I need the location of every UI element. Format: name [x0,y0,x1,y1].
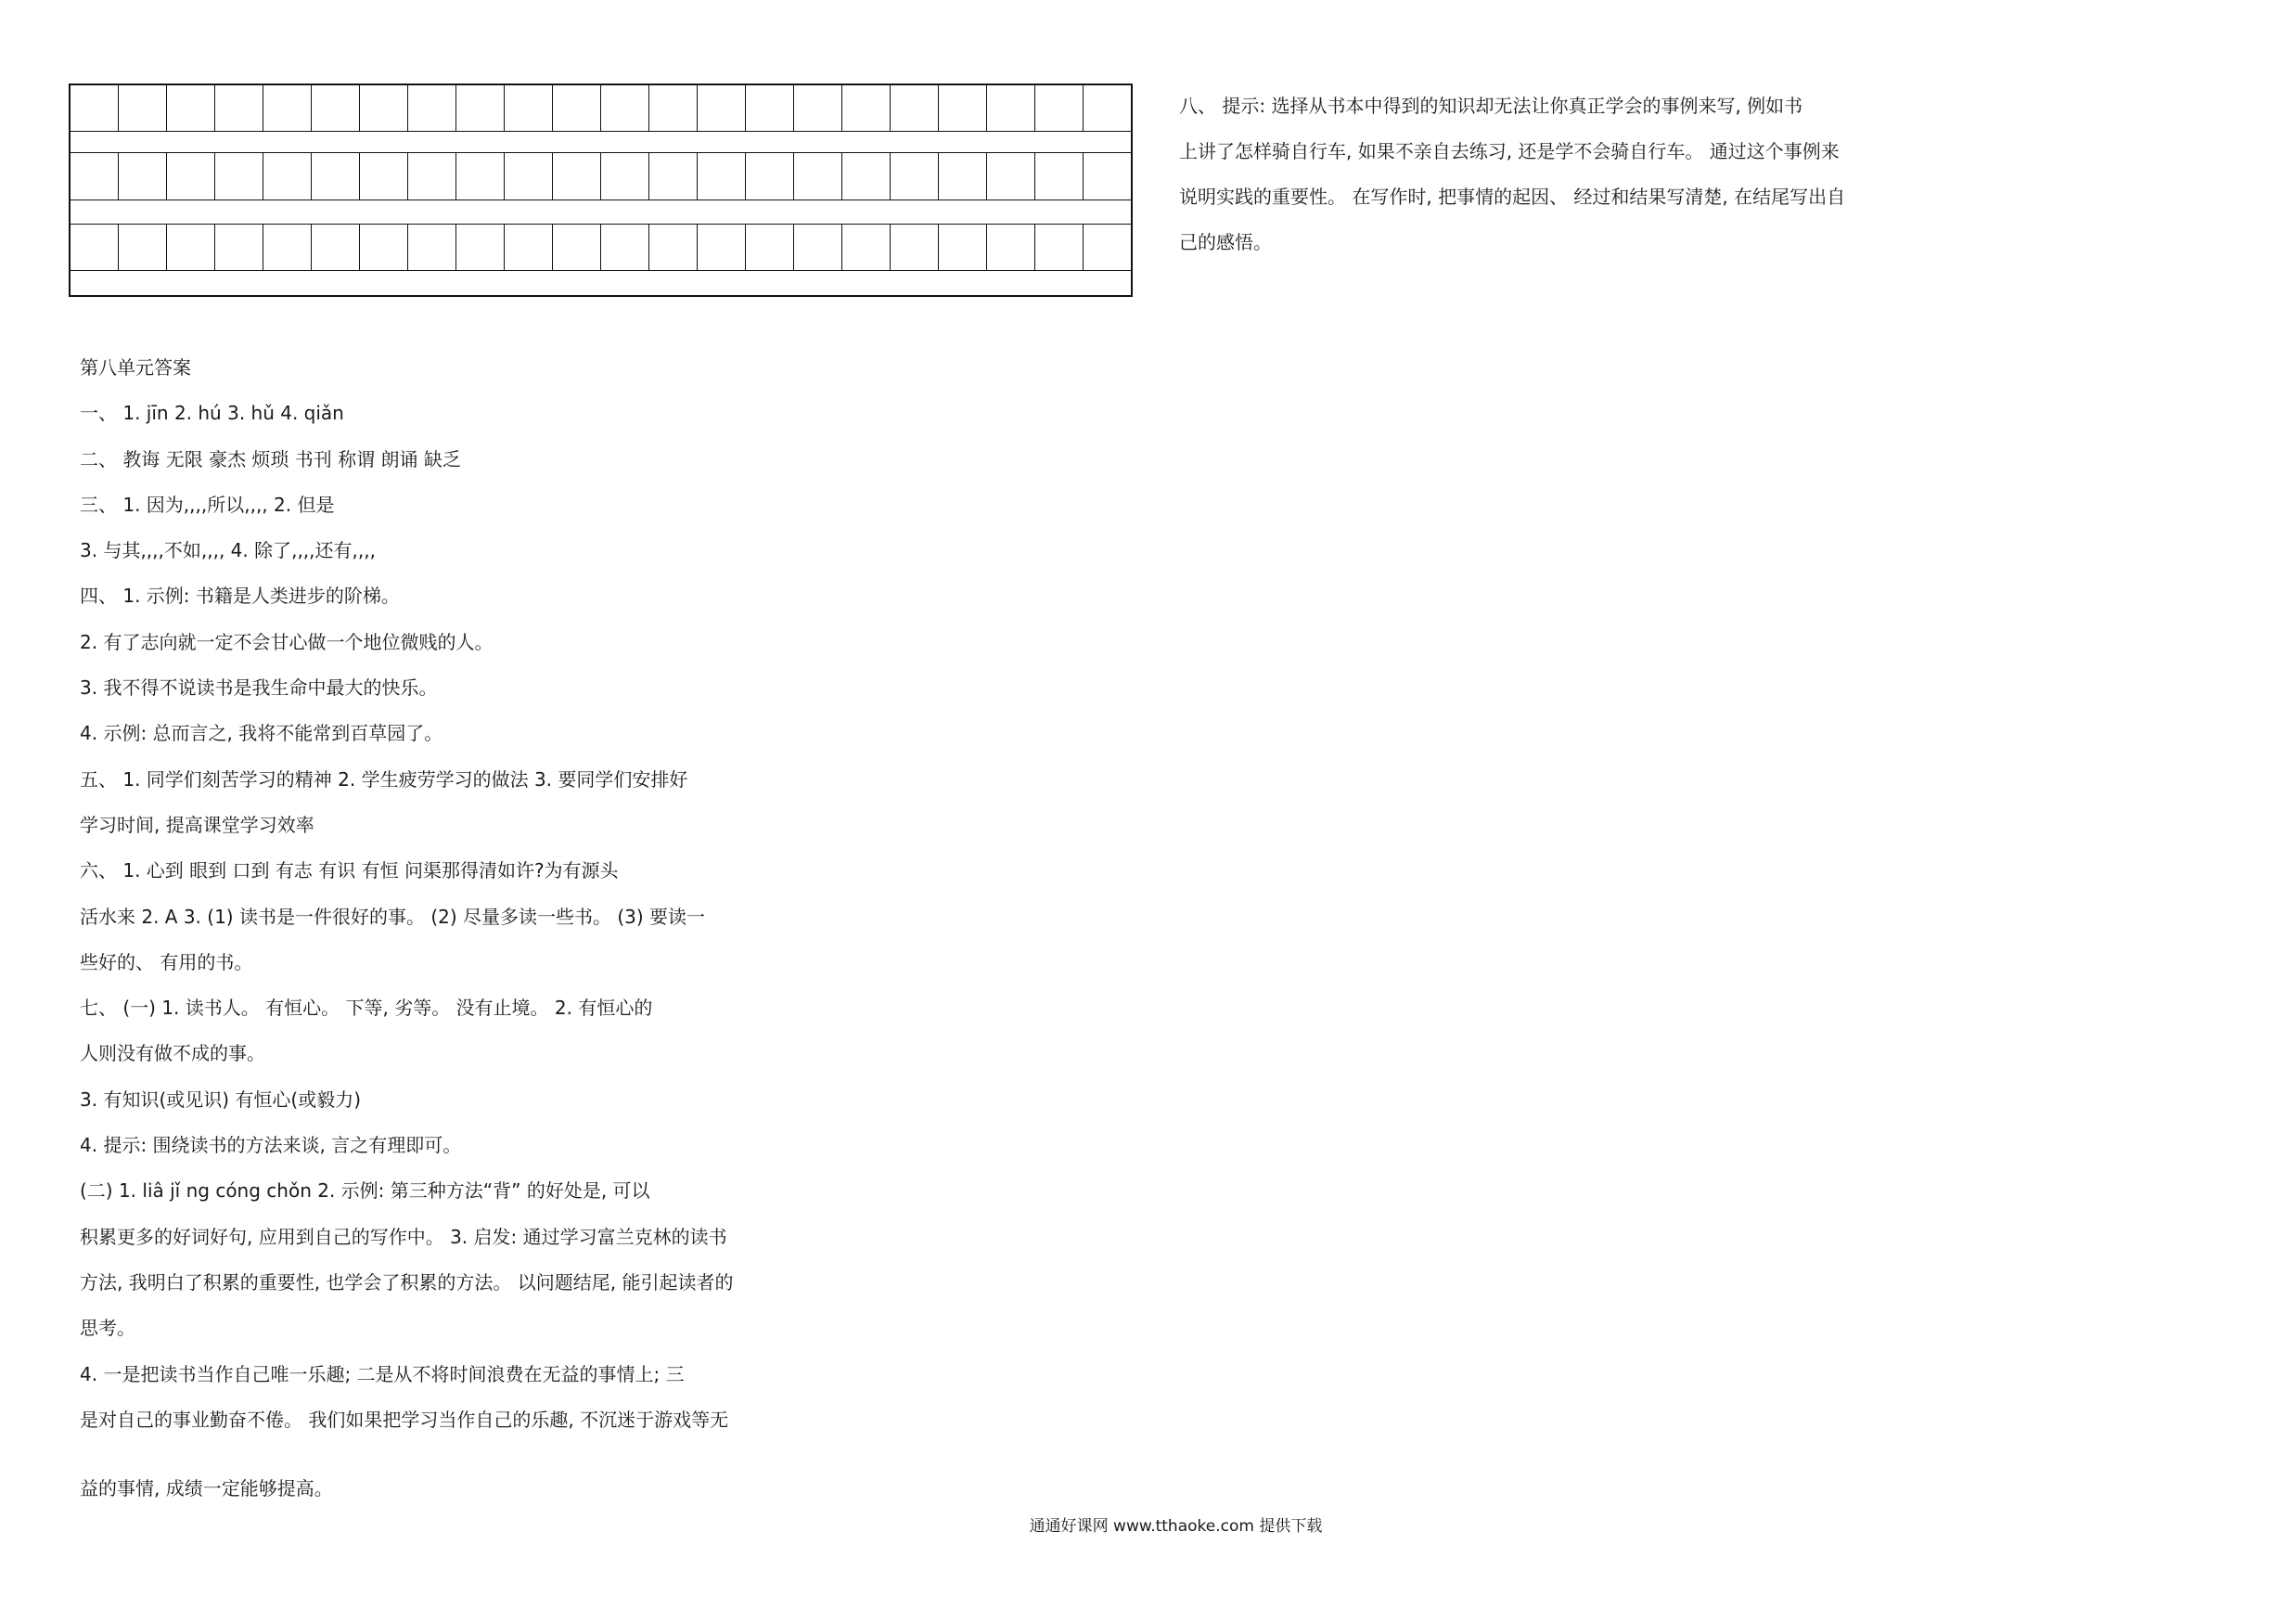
grid-cell [215,224,263,270]
grid-cell [505,152,553,200]
answer-line: 活水来 2. A 3. (1) 读书是一件很好的事。 (2) 尽量多读一些书。 (3) 要读一 [80,905,706,928]
grid-cell [842,152,891,200]
grid-cell [167,85,215,131]
grid-cell [698,224,746,270]
grid-cell [360,152,408,200]
grid-cell [891,152,939,200]
grid-cell [553,85,601,131]
answer-line: 4. 一是把读书当作自己唯一乐趣; 二是从不将时间浪费在无益的事情上; 三 [80,1362,685,1385]
grid-cell [987,224,1035,270]
grid-cell [649,224,698,270]
grid-divider [71,131,1131,132]
grid-cell [408,224,456,270]
grid-cell [312,224,360,270]
grid-cell [312,152,360,200]
grid-cell [215,152,263,200]
grid-cell [601,85,649,131]
grid-cell [987,85,1035,131]
grid-cell [167,224,215,270]
grid-cell [939,85,987,131]
answer-line: 方法, 我明白了积累的重要性, 也学会了积累的方法。 以问题结尾, 能引起读者的 [80,1270,734,1294]
answer-line: 3. 与其,,,,不如,,,, 4. 除了,,,,还有,,,, [80,539,376,562]
grid-cell [119,152,167,200]
grid-row-3 [71,224,1131,270]
answer-line: 些好的、 有用的书。 [80,950,253,973]
answer-line: 思考。 [80,1317,135,1340]
grid-cell [649,85,698,131]
grid-cell [360,224,408,270]
grid-cell [263,85,312,131]
grid-cell [1035,85,1084,131]
grid-cell [939,152,987,200]
hint-line: 说明实践的重要性。 在写作时, 把事情的起因、 经过和结果写清楚, 在结尾写出自 [1179,186,1846,208]
grid-row-2 [71,152,1131,200]
grid-cell [601,152,649,200]
grid-cell [601,224,649,270]
grid-cell [71,152,119,200]
grid-cell [312,85,360,131]
grid-cell [505,85,553,131]
grid-cell [408,152,456,200]
grid-cell [939,224,987,270]
answer-line: 三、 1. 因为,,,,所以,,,, 2. 但是 [80,493,335,516]
grid-cell [456,85,505,131]
grid-cell [360,85,408,131]
answer-line: 2. 有了志向就一定不会甘心做一个地位微贱的人。 [80,630,494,653]
grid-cell [167,152,215,200]
answer-line: 一、 1. jīn 2. hú 3. hǔ 4. qiǎn [80,402,344,425]
writing-grid [69,84,1133,297]
answer-line: 四、 1. 示例: 书籍是人类进步的阶梯。 [80,585,400,608]
section-eight-hint [1179,84,1940,265]
grid-row-1 [71,85,1131,131]
answer-line: 七、 (一) 1. 读书人。 有恒心。 下等, 劣等。 没有止境。 2. 有恒心的 [80,997,653,1020]
grid-divider [71,270,1131,271]
hint-line: 八、 提示: 选择从书本中得到的知识却无法让你真正学会的事例来写, 例如书 [1179,95,1803,117]
answer-line: 4. 示例: 总而言之, 我将不能常到百草园了。 [80,722,443,745]
unit-eight-answers [80,345,1063,1512]
grid-cell [1084,152,1131,200]
grid-cell [891,85,939,131]
grid-cell [553,152,601,200]
grid-cell [71,224,119,270]
grid-cell [1035,224,1084,270]
answers-title: 第八单元答案 [80,356,191,379]
answer-line: 人则没有做不成的事。 [80,1042,265,1065]
answer-line: 学习时间, 提高课堂学习效率 [80,813,314,836]
grid-cell [71,85,119,131]
grid-cell [746,224,794,270]
grid-cell [746,152,794,200]
answer-line: 积累更多的好词好句, 应用到自己的写作中。 3. 启发: 通过学习富兰克林的读书 [80,1225,727,1248]
page-footer: 通通好课网 www.tthaoke.com 提供下载 [1029,1517,1323,1536]
answer-line: 是对自己的事业勤奋不倦。 我们如果把学习当作自己的乐趣, 不沉迷于游戏等无 [80,1408,729,1431]
grid-cell [456,152,505,200]
answer-line: 3. 我不得不说读书是我生命中最大的快乐。 [80,676,438,700]
grid-cell [119,85,167,131]
answer-line: 五、 1. 同学们刻苦学习的精神 2. 学生疲劳学习的做法 3. 要同学们安排好 [80,767,688,791]
grid-cell [649,152,698,200]
grid-cell [746,85,794,131]
grid-cell [842,224,891,270]
grid-cell [553,224,601,270]
grid-cell [698,85,746,131]
grid-cell [842,85,891,131]
grid-cell [505,224,553,270]
answer-line: (二) 1. liâ jǐ ng cóng chǒn 2. 示例: 第三种方法“背” 的好处是, 可以 [80,1179,650,1203]
grid-cell [263,224,312,270]
grid-cell [1084,85,1131,131]
grid-cell [794,85,842,131]
answer-line: 3. 有知识(或见识) 有恒心(或毅力) [80,1088,362,1111]
grid-cell [215,85,263,131]
grid-cell [987,152,1035,200]
grid-cell [408,85,456,131]
answer-line: 4. 提示: 围绕读书的方法来谈, 言之有理即可。 [80,1134,462,1157]
answer-line: 六、 1. 心到 眼到 口到 有志 有识 有恒 问渠那得清如许?为有源头 [80,859,619,882]
answer-line: 二、 教诲 无限 豪杰 烦琐 书刊 称谓 朗诵 缺乏 [80,447,461,470]
grid-cell [794,152,842,200]
grid-cell [263,152,312,200]
grid-cell [698,152,746,200]
grid-cell [119,224,167,270]
grid-cell [1084,224,1131,270]
grid-cell [891,224,939,270]
grid-cell [456,224,505,270]
hint-line: 己的感悟。 [1179,231,1272,253]
answer-line: 益的事情, 成绩一定能够提高。 [80,1477,333,1500]
hint-line: 上讲了怎样骑自行车, 如果不亲自去练习, 还是学不会骑自行车。 通过这个事例来 [1179,140,1840,162]
grid-cell [1035,152,1084,200]
grid-cell [794,224,842,270]
